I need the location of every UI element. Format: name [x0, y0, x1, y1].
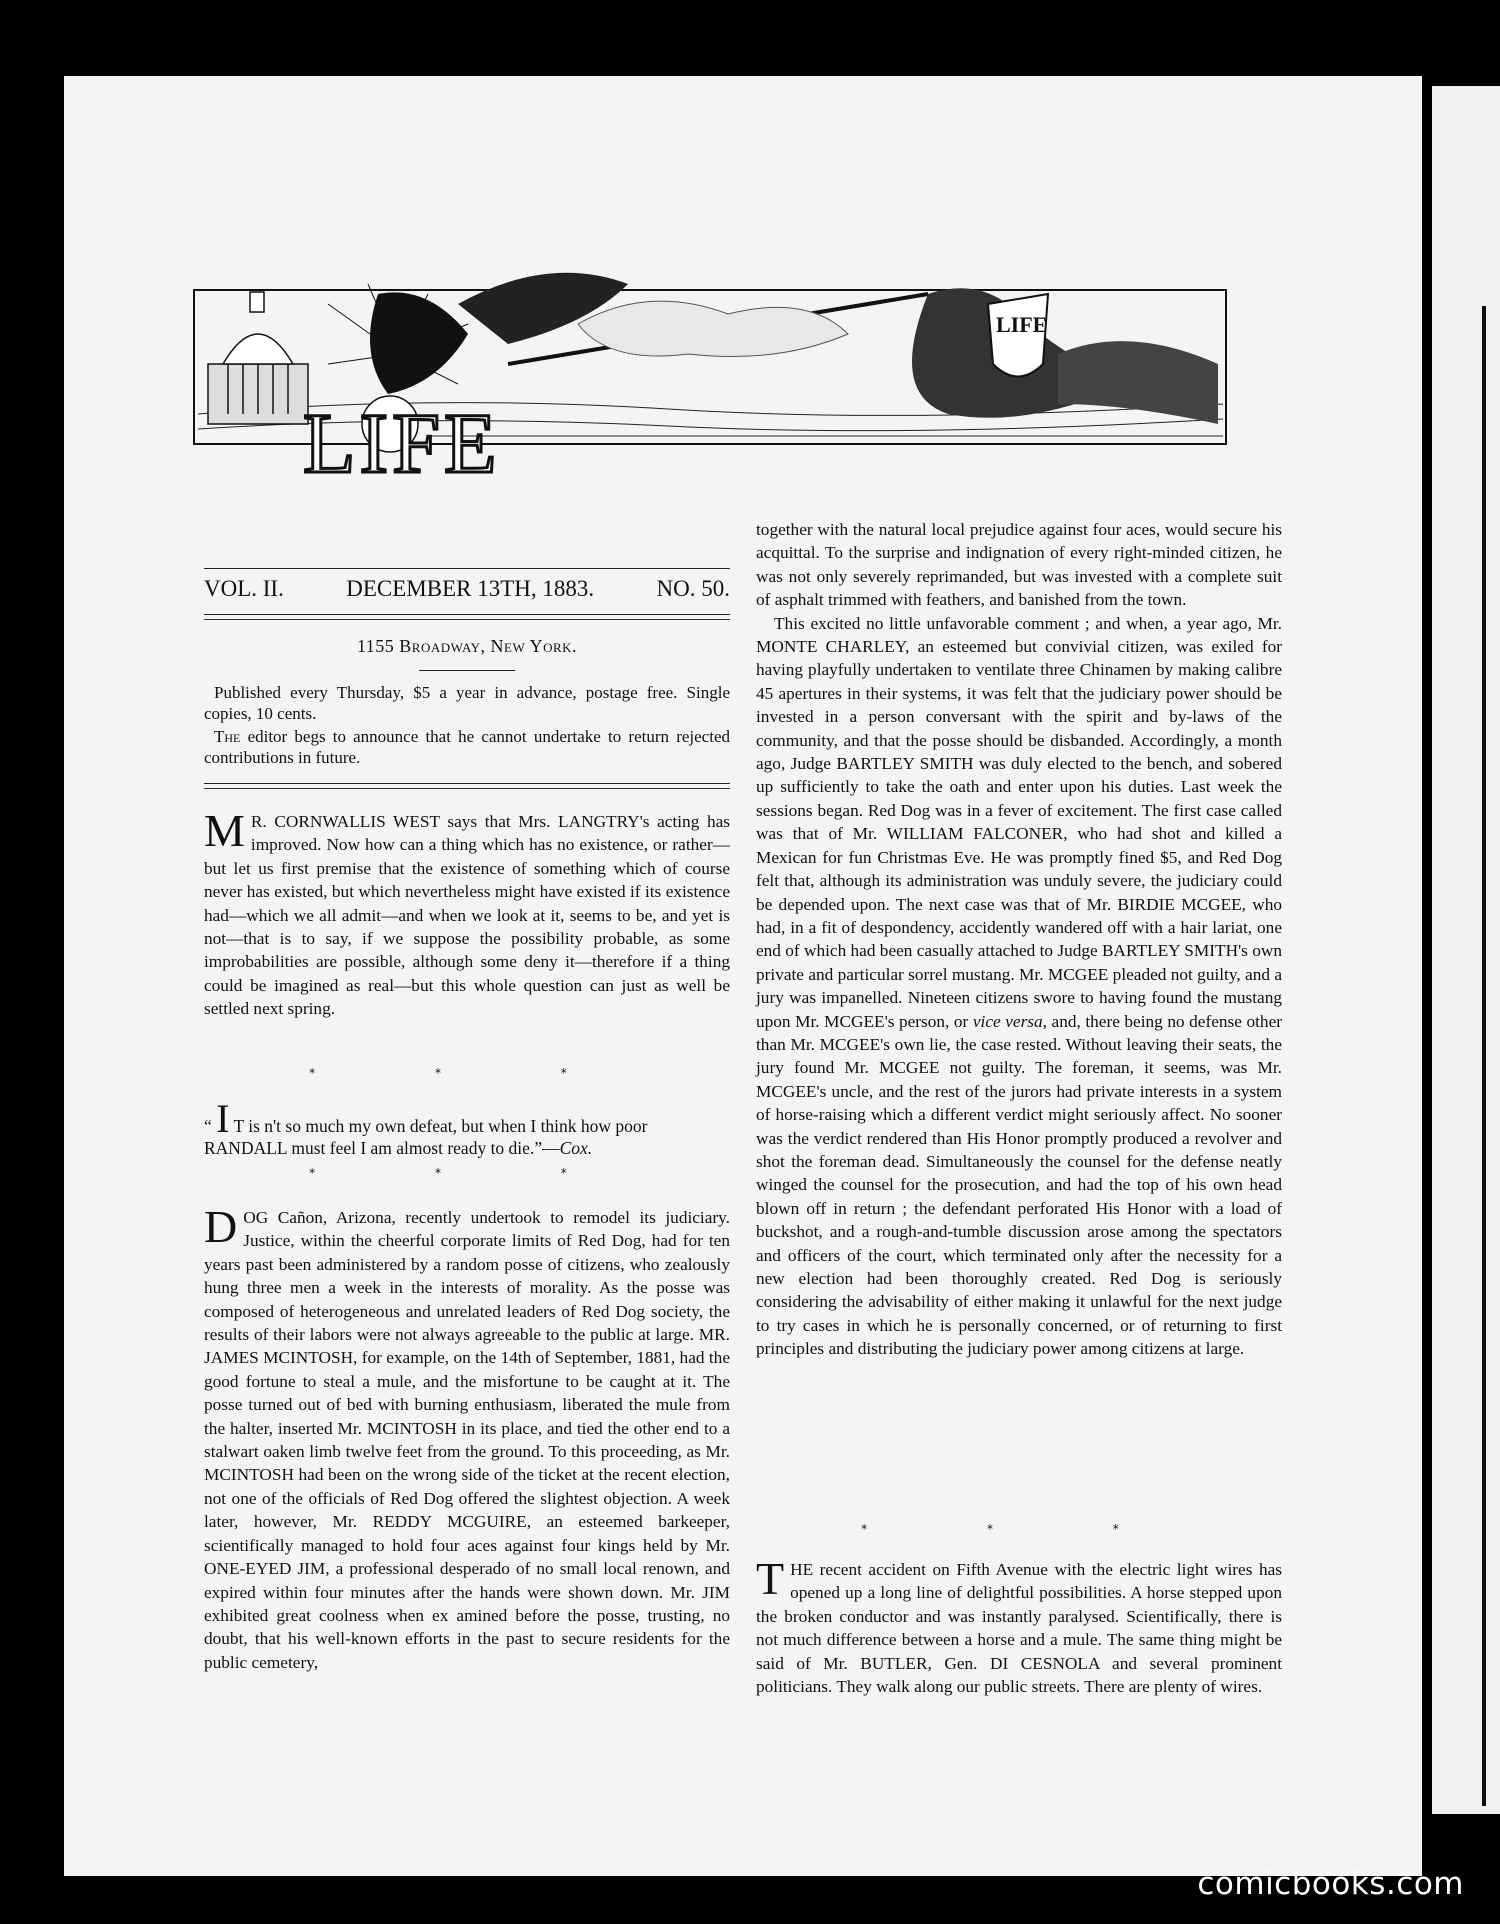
- article-text-paragraph: This excited no little unfavorable comment ; and when, a year ago, Mr. MONTE CHARLEY, an esteemed but convivial citizen, was exiled for having playfully undertaken to ventilate three Chinamen by making calibre 45 apertures in their systems, it was felt that the judiciary power should be invested in a person conversant with the spirit and by-laws of the community, and that the posse should be disbanded. Accordingly, a month ago, Judge BARTLEY SMITH was duly elected to the bench, and sobered up sufficiently to take the oath and enter upon his duties. Last week the sessions began. Red Dog was in a fever of excitement. The first case called was that of Mr. WILLIAM FALCONER, who had shot and killed a Mexican for fun Christmas Eve. He was promptly fined $5, and Red Dog felt that, although its administration was unduly severe, the judiciary could be depended upon. The next case was that of Mr. BIRDIE MCGEE, who had, in a fit of despondency, accidently wandered off with a hair lariat, one end of which had been casually attached to Judge BARTLEY SMITH's own private and particular sorrel mustang. Mr. MCGEE pleaded not guilty, and a jury was impanelled. Nineteen citizens swore to having found the mustang upon Mr. MCGEE's person, or vice versa, and, there being no defense other than Mr. MCGEE's own lie, the case rested. Without leaving their seats, the jury found Mr. MCGEE not guilty. The foreman, it seems, was Mr. MCGEE's uncle, and the rest of the jurors had private interests in a system of horse-raising which a different verdict might seriously affect. No sooner was the verdict rendered than His Honor promptly produced a revolver and shot the foreman dead. Simultaneously the counsel for the defense neatly winged the counsel for the prosecution, and had the top of his own head blown off in return ; the defendant perforated His Honor with a load of buckshot, and a rough-and-tumble discussion arose among the spectators and officers of the court, which terminated only after the necessity for a new election had been thoroughly created. Red Dog is seriously considering the advisability of either making it unlawful for the next judge to try cases in which he is personally concerned, or of returning to first principles and distributing the judiciary power among citizens at large.: [756, 613, 1282, 1359]
- quote-attribution: Cox.: [559, 1138, 593, 1158]
- separator: * * *: [309, 1166, 625, 1180]
- shield-text: LIFE: [996, 312, 1048, 337]
- article-text: OG Cañon, Arizona, recently undertook to remodel its judiciary. Justice, within the cheerful corporate limits of Red Dog, had for ten years past been administered by a random posse of citizens, who zealously hung three men a week in the interests of morality. As the posse was composed of heterogeneous and unrelated leaders of Red Dog society, the results of their labors were not always agreeable to the public at large. MR. JAMES MCINTOSH, for example, on the 14th of September, 1881, had the good fortune to steal a mule, and the misfortune to be caught at it. The posse turned out of bed with burning enthusiasm, liberated the mule from the halter, inserted Mr. MCINTOSH in its place, and tied the other end to a stalwart oaken limb twelve feet from the ground. To this proceeding, as Mr. MCINTOSH had been on the wrong side of the ticket at the recent election, not one of the officials of Red Dog offered the slightest objection. A week later, however, Mr. REDDY MCGUIRE, an esteemed barkeeper, scientifically managed to hold four aces against four kings held by Mr. ONE-EYED JIM, a professional desperado of no small local renown, and expired within four minutes after the hands were shown down. Mr. JIM exhibited great coolness when ex amined before the posse, trusting, no doubt, that his well-known efforts in the past to secure residents for the public cemetery,: [204, 1208, 730, 1672]
- published-info: Published every Thursday, $5 a year in advance, postage free. Single copies, 10 cents.: [204, 683, 730, 723]
- quote-text: T is n't so much my own defeat, but when I think how poor RANDALL must feel I am almost ready to die.”—: [204, 1116, 648, 1158]
- dropcap: D: [204, 1201, 238, 1252]
- volume: VOL. II.: [204, 576, 284, 601]
- publication-notice: [204, 682, 730, 770]
- masthead-title: LIFE: [303, 395, 501, 491]
- rule-top: [204, 568, 730, 569]
- editor-note: The editor begs to announce that he cannot undertake to return rejected contributions in future.: [204, 727, 730, 767]
- rule-under-issue-thin: [204, 619, 730, 620]
- open-quote: “: [204, 1116, 212, 1136]
- watermark: comicbooks.com: [1197, 1866, 1464, 1902]
- dropcap: I: [216, 1096, 230, 1141]
- dropcap: M: [204, 805, 245, 856]
- issue-line: [204, 576, 730, 602]
- article-cornwallis-west: [204, 805, 730, 1021]
- short-rule: [419, 670, 515, 671]
- address: 1155 Broadway, New York.: [356, 636, 578, 656]
- article-text: HE recent accident on Fifth Avenue with the electric light wires has opened up a long line of delightful possibilities. A horse stepped upon the broken conductor and was instantly paralysed. Scientifically, there is not much difference between a horse and a mule. The same thing might be said of Mr. BUTLER, Gen. DI CESNOLA and several prominent politicians. They walk along our public streets. There are plenty of wires.: [756, 1560, 1282, 1697]
- issue-date: DECEMBER 13TH, 1883.: [346, 576, 595, 601]
- rule-under-notice: [204, 783, 730, 784]
- article-electric-wires: [756, 1553, 1282, 1698]
- article-red-dog-right: [756, 518, 1282, 1361]
- separator: * * *: [309, 1066, 625, 1080]
- masthead-illustration: [128, 214, 1228, 524]
- issue-number: NO. 50.: [656, 576, 730, 601]
- article-text-continued: together with the natural local prejudice against four aces, would secure his acquittal. To the surprise and indignation of every right-minded citizen, he was not only severely reprimanded, but was invested with a complete suit of asphalt trimmed with feathers, and banished from the town.: [756, 520, 1282, 610]
- article-red-dog-left: [204, 1201, 730, 1674]
- rule-under-issue: [204, 614, 730, 615]
- quote-randall: [204, 1096, 730, 1159]
- article-text: R. CORNWALLIS WEST says that Mrs. LANGTRY's acting has improved. Now how can a thing which has no existence, or rather—but let us first premise that the existence of something which of course never has existed, but which nevertheless might have existed if its existence had—which we all admit—and when we look at it, seems to be, and yet is not—that is to say, if we suppose the possibility probable, as some improbabilities are possible, although some deny it—therefore if a thing could be imagined as real—but this whole question can just as well be settled next spring.: [204, 812, 730, 1019]
- separator: * * *: [861, 1522, 1177, 1536]
- dropcap: T: [756, 1553, 785, 1604]
- next-page-edge: [1432, 86, 1500, 1814]
- rule-under-notice-thin: [204, 788, 730, 789]
